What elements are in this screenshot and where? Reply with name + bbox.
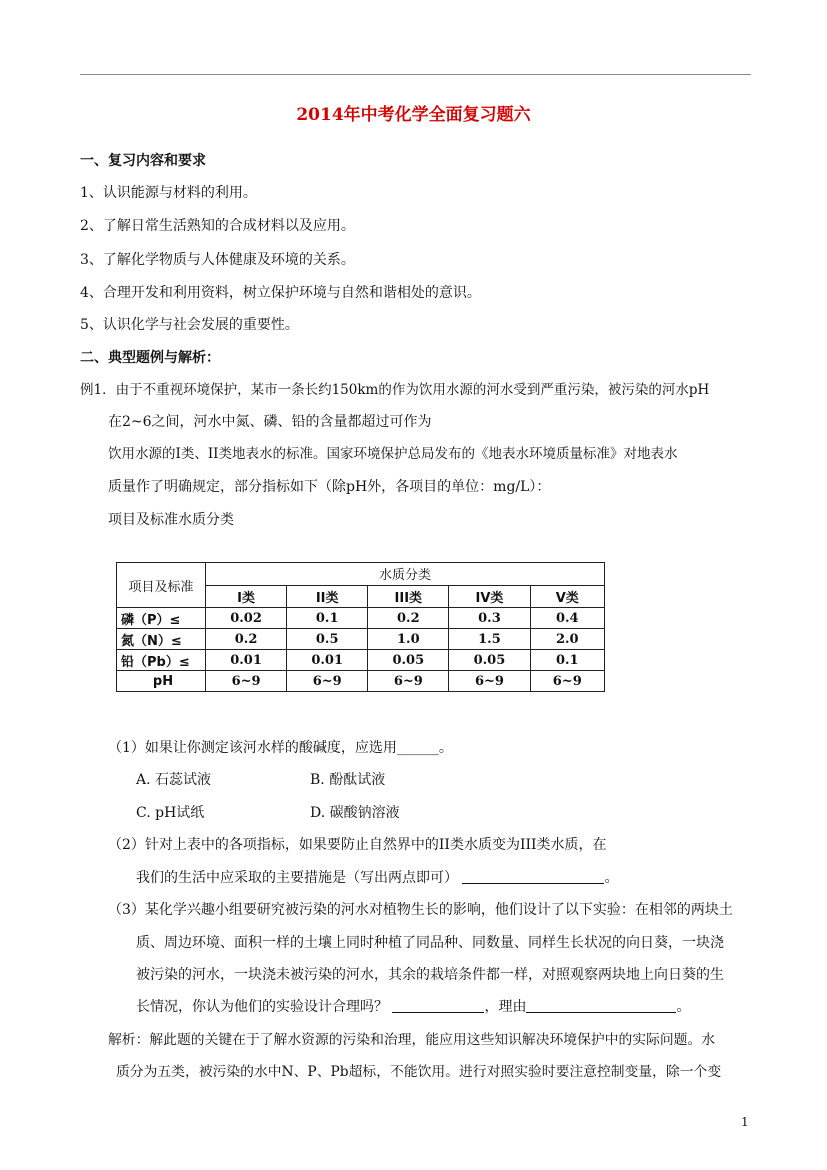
table-cell: 0.01: [287, 650, 368, 671]
question-3-line-2: 质、周边环境、面积一样的土壤上同时种植了同品种、同数量、同样生长状况的向日葵，一块浇: [136, 935, 724, 951]
analysis-line-2: 质分为五类，被污染的水中N、P、Pb超标，不能饮用。进行对照实验时要注意控制变量，除一个变: [116, 1064, 722, 1080]
table-group-header: 水质分类: [206, 563, 605, 586]
section2-heading: 二、典型题例与解析：: [80, 350, 220, 366]
question-2-line-1: （2）针对上表中的各项指标，如果要防止自然界中的II类水质变为III类水质，在: [108, 837, 607, 853]
question-3-line-4: [136, 997, 690, 1017]
table-cell: 1.5: [449, 629, 530, 650]
class-header-3: III类: [368, 585, 449, 608]
question-3-line-1: （3）某化学兴趣小组要研究被污染的河水对植物生长的影响，他们设计了以下实验：在相邻的两块土: [108, 902, 733, 918]
req-item-4: 4、合理开发和利用资料，树立保护环境与自然和谐相处的意识。: [80, 285, 481, 301]
table-cell: 6~9: [287, 671, 368, 692]
question-3-end: 。: [676, 999, 691, 1015]
table-cell: 0.2: [206, 629, 287, 650]
class-header-1: I类: [206, 585, 287, 608]
table-cell: 1.0: [368, 629, 449, 650]
example-line-2: 在2~6之间，河水中氮、磷、铅的含量都超过可作为: [108, 414, 432, 430]
analysis-line-1: 解析：解此题的关键在于了解水资源的污染和治理，能应用这些知识解决环境保护中的实际问题。水: [108, 1032, 716, 1048]
example-line-1: 例1．由于不重视环境保护，某市一条长约150km的作为饮用水源的河水受到严重污染，被污染的河水pH: [80, 382, 710, 398]
table-cell: 0.1: [287, 608, 368, 629]
table-cell: 6~9: [449, 671, 530, 692]
section1-heading: 一、复习内容和要求: [80, 153, 206, 169]
table-cell: 0.2: [368, 608, 449, 629]
question-2-prompt: 我们的生活中应采取的主要措施是（写出两点即可）: [136, 870, 458, 886]
table-row-phosphorus: [117, 608, 605, 629]
req-item-1: 1、认识能源与材料的利用。: [80, 185, 257, 201]
table-cell: 0.02: [206, 608, 287, 629]
example-line-5: 项目及标准水质分类: [108, 512, 234, 528]
example-line-4: 质量作了明确规定，部分指标如下（除pH外，各项目的单位：mg/L）：: [108, 479, 551, 495]
page-number: 1: [741, 1115, 749, 1129]
example-line-3: 饮用水源的I类、II类地表水的标准。国家环境保护总局发布的《地表水环境质量标准》对地表水: [108, 446, 678, 462]
table-row-nitrogen: [117, 629, 605, 650]
table-cell: 0.5: [287, 629, 368, 650]
row-label: 磷（P）≤: [117, 608, 206, 629]
answer-blank[interactable]: [462, 869, 604, 884]
option-a: A. 石蕊试液: [136, 772, 212, 788]
row-label: 氮（N）≤: [117, 629, 206, 650]
table-row-lead: [117, 650, 605, 671]
row-label: pH: [117, 671, 206, 692]
row-label: 铅（Pb）≤: [117, 650, 206, 671]
header-rule: [80, 74, 751, 75]
document-title: 2014年中考化学全面复习题六: [296, 105, 531, 125]
option-b: B. 酚酞试液: [310, 772, 386, 788]
table-cell: 6~9: [368, 671, 449, 692]
table-cell: 0.3: [449, 608, 530, 629]
question-3-prompt: 长情况，你认为他们的实验设计合理吗？: [136, 999, 388, 1015]
table-cell: 2.0: [530, 629, 605, 650]
reason-blank[interactable]: [526, 998, 676, 1013]
table-cell: 0.01: [206, 650, 287, 671]
class-header-5: V类: [530, 585, 605, 608]
table-row-ph: [117, 671, 605, 692]
question-3-line-3: 被污染的河水，一块浇未被污染的河水，其余的栽培条件都一样，对照观察两块地上向日葵的生: [136, 967, 724, 983]
class-header-4: IV类: [449, 585, 530, 608]
req-item-3: 3、了解化学物质与人体健康及环境的关系。: [80, 252, 355, 268]
table-cell: 0.4: [530, 608, 605, 629]
table-cell: 6~9: [206, 671, 287, 692]
req-item-5: 5、认识化学与社会发展的重要性。: [80, 317, 299, 333]
table-cell: 6~9: [530, 671, 605, 692]
table-cell: 0.1: [530, 650, 605, 671]
option-d: D. 碳酸钠溶液: [310, 805, 400, 821]
req-item-2: 2、了解日常生活熟知的合成材料以及应用。: [80, 218, 355, 234]
water-quality-table: [116, 562, 605, 692]
class-header-2: II类: [287, 585, 368, 608]
question-1: （1）如果让你测定该河水样的酸碱度，应选用______。: [108, 740, 453, 756]
table-corner-header: 项目及标准: [117, 563, 206, 608]
table-cell: 0.05: [368, 650, 449, 671]
table-cell: 0.05: [449, 650, 530, 671]
question-2-end: 。: [604, 870, 619, 886]
option-c: C. pH试纸: [136, 805, 205, 821]
question-2-line-2: [136, 868, 618, 888]
question-3-reason-label: ，理由: [484, 999, 527, 1015]
answer-blank[interactable]: [392, 998, 484, 1013]
